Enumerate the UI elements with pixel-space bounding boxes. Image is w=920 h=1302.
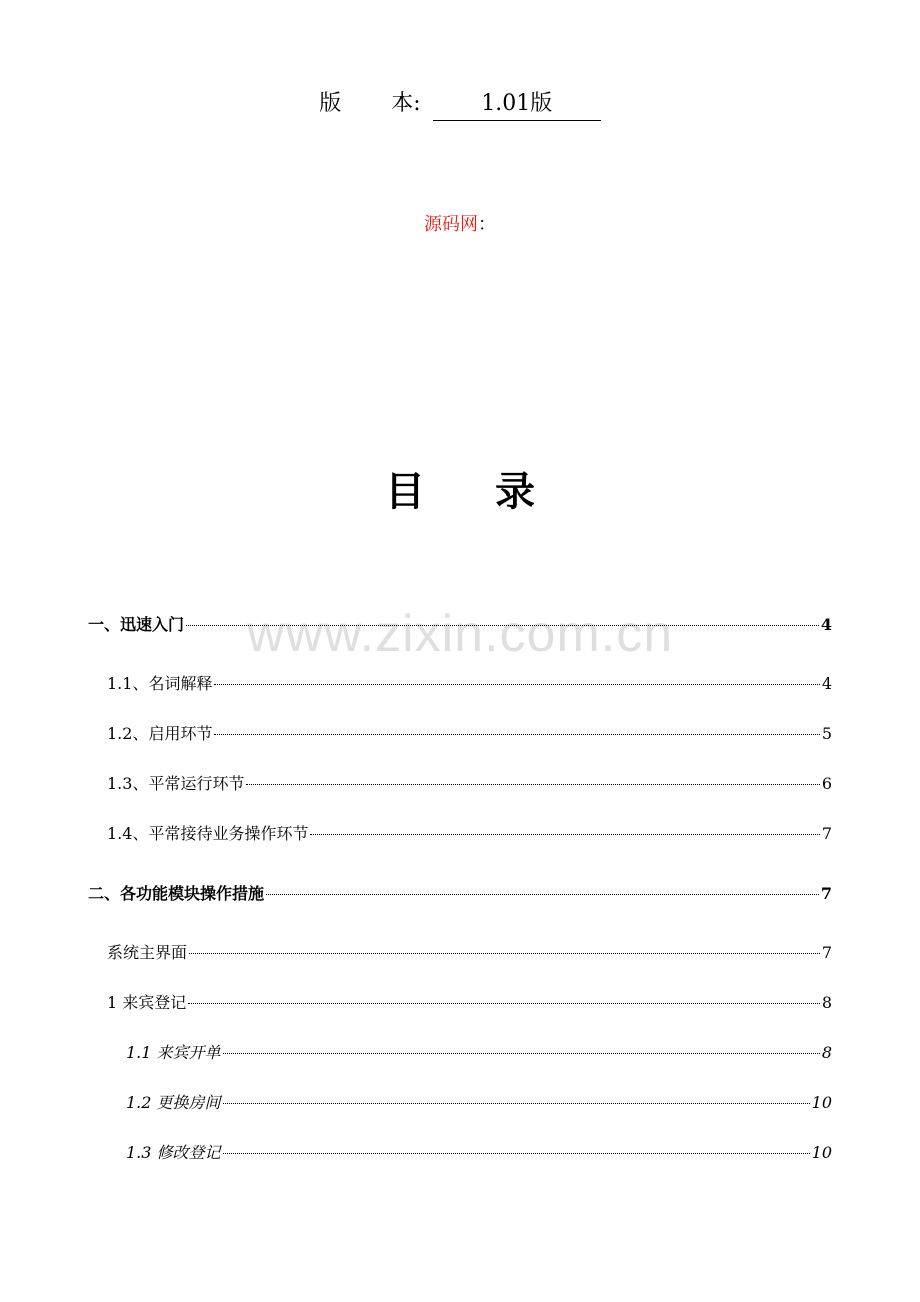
toc-entry[interactable] xyxy=(107,673,832,695)
toc-entry-page: 5 xyxy=(821,724,832,743)
toc-entry-label: 1.3 修改登记 xyxy=(126,1143,221,1162)
toc-leader xyxy=(266,894,819,895)
toc-entry[interactable] xyxy=(126,1042,832,1064)
toc-entry-label: 1 来宾登记 xyxy=(107,993,187,1012)
version-line xyxy=(0,88,920,121)
source-label: 源码网 xyxy=(424,214,478,235)
toc-entry-page: 8 xyxy=(821,993,832,1012)
toc-leader xyxy=(223,1053,820,1054)
toc-title-b: 录 xyxy=(495,469,535,515)
source-colon: ： xyxy=(478,214,496,235)
toc-entry-page: 4 xyxy=(820,615,832,634)
toc-entry-label: 1.1、名词解释 xyxy=(107,674,213,693)
toc-entry[interactable] xyxy=(107,942,832,964)
version-value: 1.01版 xyxy=(433,88,601,121)
toc-title-a: 目 xyxy=(385,469,425,515)
toc-entry-page: 7 xyxy=(821,943,832,962)
version-label-a: 版 xyxy=(319,91,342,116)
toc-entry[interactable] xyxy=(126,1092,832,1114)
toc-entry-page: 10 xyxy=(811,1143,832,1162)
toc-title xyxy=(0,466,920,518)
toc-entry-label: 1.2 更换房间 xyxy=(126,1093,221,1112)
toc-entry-page: 8 xyxy=(821,1043,832,1062)
version-label-b: 本: xyxy=(391,91,421,116)
toc-leader xyxy=(214,734,819,735)
toc-entry-label: 系统主界面 xyxy=(107,943,188,962)
toc-entry-label: 1.2、启用环节 xyxy=(107,724,213,743)
toc-entry-page: 10 xyxy=(811,1093,832,1112)
toc-entry[interactable] xyxy=(107,823,832,845)
toc-entry-page: 7 xyxy=(821,824,832,843)
toc-entry-page: 4 xyxy=(821,674,832,693)
toc-leader xyxy=(223,1103,810,1104)
toc-leader xyxy=(246,784,819,785)
watermark: www.zixin.com.cn xyxy=(246,605,674,663)
toc-entry[interactable] xyxy=(107,723,832,745)
toc-entry-label: 1.1 来宾开单 xyxy=(126,1043,221,1062)
toc-entry-page: 6 xyxy=(821,774,832,793)
toc-entry[interactable] xyxy=(88,883,832,905)
toc-entry-label: 二、各功能模块操作措施 xyxy=(88,884,265,903)
toc-leader xyxy=(188,1003,820,1004)
toc-leader xyxy=(310,834,819,835)
toc-leader xyxy=(214,684,819,685)
toc-leader xyxy=(189,953,820,954)
toc-entry[interactable] xyxy=(107,773,832,795)
toc-leader xyxy=(186,625,819,626)
toc-entry-label: 1.3、平常运行环节 xyxy=(107,774,245,793)
source-line xyxy=(0,212,920,238)
toc-entry[interactable] xyxy=(107,992,832,1014)
toc-entry-label: 一、迅速入门 xyxy=(88,615,185,634)
toc-leader xyxy=(223,1153,810,1154)
toc-entry[interactable] xyxy=(126,1142,832,1164)
toc-entry-label: 1.4、平常接待业务操作环节 xyxy=(107,824,309,843)
toc-entry-page: 7 xyxy=(820,884,832,903)
toc-entry[interactable] xyxy=(88,614,832,636)
